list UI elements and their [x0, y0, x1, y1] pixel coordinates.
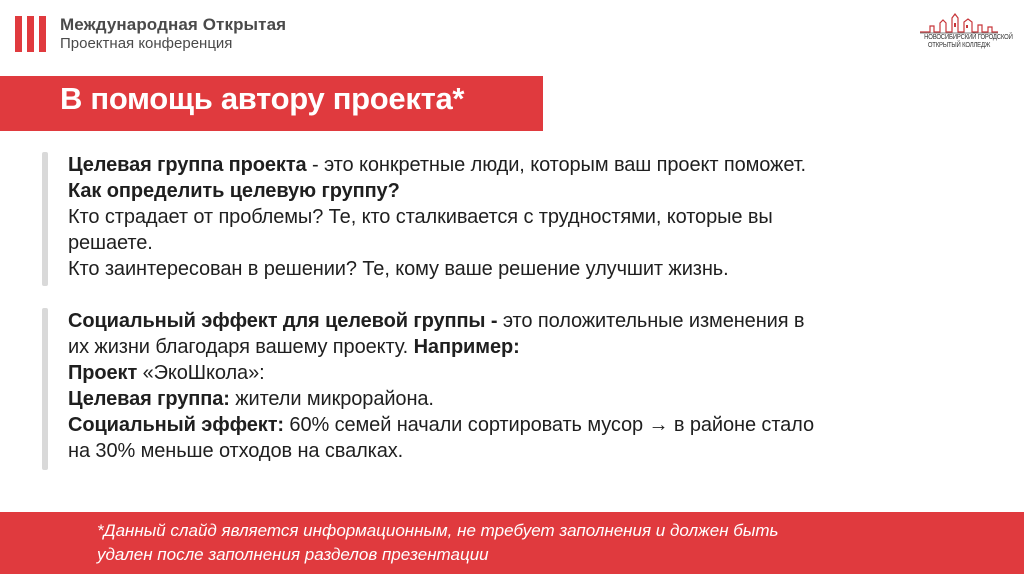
text-line: Кто страдает от проблемы? Те, кто сталкивается с трудностями, которые вы: [68, 206, 773, 228]
text-line: решаете.: [68, 232, 153, 254]
text-line: [68, 308, 814, 334]
text-line: Кто заинтересован в решении? Те, кому ваше решение улучшит жизнь.: [68, 258, 729, 280]
target-group-value: жители микрорайона.: [229, 388, 434, 410]
example-label: Например:: [413, 336, 520, 358]
text-line: [68, 334, 814, 360]
brand-bars-icon: [15, 16, 46, 52]
footer-note-line2: удален после заполнения разделов презентации: [97, 545, 489, 564]
social-effect-block: [42, 308, 814, 470]
brand-text: [60, 15, 286, 52]
target-group-text: [68, 152, 806, 282]
term-definition: это положительные изменения в: [497, 310, 805, 332]
term-bold: Целевая группа проекта: [68, 154, 307, 176]
social-effect-label: Социальный эффект:: [68, 414, 284, 436]
text-line: на 30% меньше отходов на свалках.: [68, 440, 404, 462]
block-accent-bar: [42, 308, 48, 470]
social-effect-value: 60% семей начали сортировать мусор → в районе стало: [283, 414, 814, 436]
slide-title: В помощь автору проекта*: [60, 81, 465, 116]
block-accent-bar: [42, 152, 48, 286]
text-line: [68, 386, 814, 412]
question-bold: Как определить целевую группу?: [68, 180, 400, 202]
logo-caption-1: НОВОСИБИРСКИЙ ГОРОДСКОЙ: [924, 34, 1013, 41]
target-group-label: Целевая группа:: [68, 388, 230, 410]
conference-brand: [15, 15, 286, 52]
project-label: Проект: [68, 362, 138, 384]
brand-name-line1: Международная Открытая: [60, 15, 287, 34]
footer-note: [97, 519, 778, 567]
target-group-block: [42, 152, 806, 286]
kremlin-skyline-icon: [918, 12, 1000, 34]
text-line: [68, 360, 814, 386]
college-logo: [918, 12, 1013, 56]
term-definition: - это конкретные люди, которым ваш проект поможет.: [306, 154, 806, 176]
social-effect-text: [68, 308, 814, 464]
text-line: [68, 412, 814, 438]
brand-name-line2: Проектная конференция: [60, 34, 233, 52]
project-name: «ЭкоШкола»:: [137, 362, 265, 384]
term-bold: Социальный эффект для целевой группы -: [68, 310, 498, 332]
footer-note-line1: *Данный слайд является информационным, не требует заполнения и должен быть: [97, 521, 779, 540]
text-line: [68, 178, 806, 204]
logo-caption-2: ОТКРЫТЫЙ КОЛЛЕДЖ: [927, 42, 991, 49]
text-span: их жизни благодаря вашему проекту.: [68, 336, 414, 358]
text-line: [68, 152, 806, 178]
